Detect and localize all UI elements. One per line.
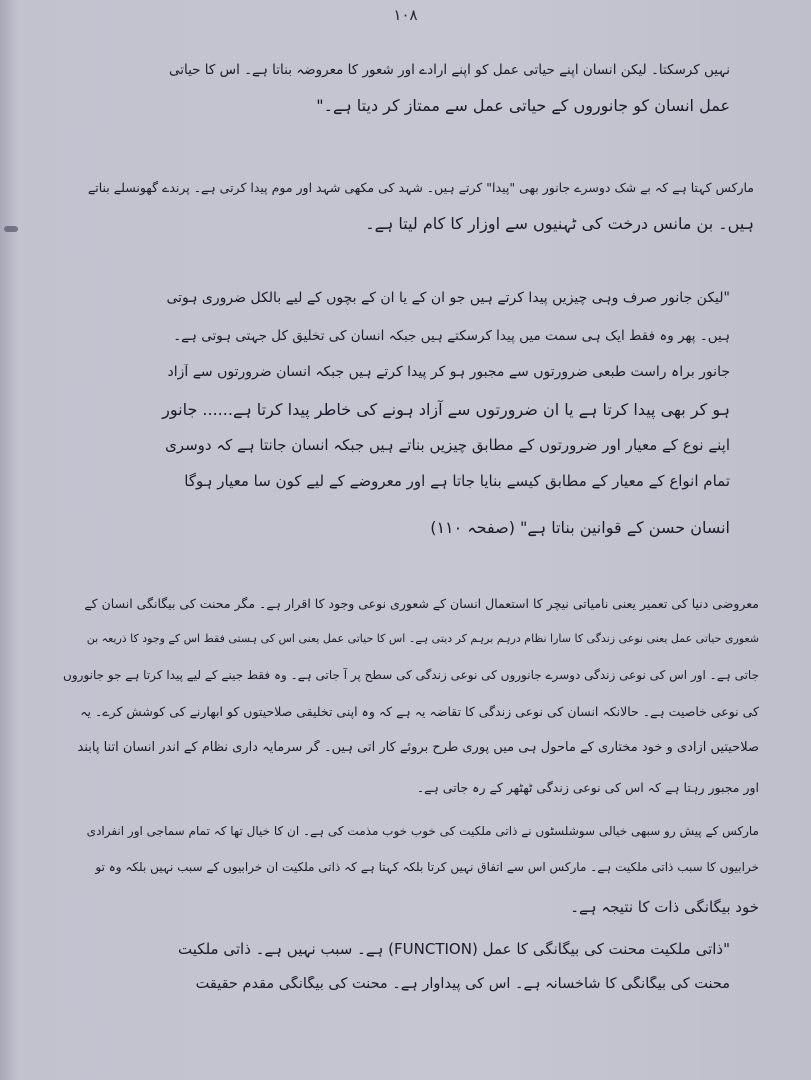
text-line: معروضی دنیا کی تعمیر یعنی نامیاتی نیچر کا استعمال انسان کے شعوری نوعی وجود کا اقرار ہے۔ مگر محنت کی بیگانگی انسان کے — [84, 596, 759, 611]
text-line: جاتی ہے۔ اور اس کی نوعی زندگی دوسرے جانوروں کی نوعی زندگی کی سطح پر آ جاتی ہے۔ وہ فقط جینے کے لیے پیدا کرتا ہے جو جانوروں — [63, 668, 759, 682]
text-line: ہو کر بھی پیدا کرتا ہے یا ان ضرورتوں سے آزاد ہونے کی خاطر پیدا کرتا ہے...... جانور — [162, 400, 730, 419]
text-line: مارکس کہتا ہے کہ بے شک دوسرے جانور بھی "پیدا" کرتے ہیں۔ شہد کی مکھی شہد اور موم پیدا کرتی ہے۔ پرندے گھونسلے بناتے — [87, 180, 754, 195]
text-line: خود بیگانگی ذات کا نتیجہ ہے۔ — [570, 898, 759, 916]
text-line: انسان حسن کے قوانین بناتا ہے" (صفحہ ١١٠) — [430, 518, 730, 537]
text-line: خرابیوں کا سبب ذاتی ملکیت ہے۔ مارکس اس سے اتفاق نہیں کرتا بلکہ کہتا ہے کہ ذاتی ملکیت ان خرابیوں کے سبب نہیں بلکہ وہ تو — [95, 860, 759, 874]
text-line: عمل انسان کو جانوروں کے حیاتی عمل سے ممتاز کر دیتا ہے۔" — [316, 96, 730, 115]
text-line: صلاحیتیں آزادی و خود مختاری کے ماحول ہی میں پوری طرح بروئے کار آتی ہیں۔ گر سرمایہ داری نظام کے اندر انسان اتنا پابند — [77, 740, 759, 755]
text-line: شعوری حیاتی عمل یعنی نوعی زندگی کا سارا نظام درہم برہم کر دیتی ہے۔ اس کا حیاتی عمل یعنی اس کی ہستی فقط اس کے وجود کا ذریعہ بن — [86, 632, 759, 645]
text-line: جانور براہ راست طبعی ضرورتوں سے مجبور ہو کر پیدا کرتے ہیں جبکہ انسان ضرورتوں سے آزاد — [167, 364, 730, 380]
binding-mark — [4, 226, 18, 232]
text-line: "ذاتی ملکیت محنت کی بیگانگی کا عمل (FUNCTION) ہے۔ سبب نہیں ہے۔ ذاتی ملکیت — [178, 940, 730, 958]
text-line: محنت کی بیگانگی کا شاخسانہ ہے۔ اس کی پیداوار ہے۔ محنت کی بیگانگی مقدم حقیقت — [195, 976, 730, 992]
text-line: "لیکن جانور صرف وہی چیزیں پیدا کرتے ہیں جو ان کے یا ان کے بچوں کے لیے بالکل ضروری ہوتی — [166, 290, 730, 306]
page-number: ١٠٨ — [393, 6, 418, 24]
text-line: نہیں کرسکتا۔ لیکن انسان اپنے حیاتی عمل کو اپنے ارادے اور شعور کا معروضہ بناتا ہے۔ اس کا حیاتی — [168, 62, 730, 78]
text-line: تمام انواع کے معیار کے مطابق کیسے بنایا جاتا ہے اور معروضے کے لیے کون سا معیار ہوگا — [184, 472, 730, 490]
text-line: ہیں۔ بن مانس درخت کی ٹہنیوں سے اوزار کا کام لیتا ہے۔ — [365, 214, 754, 233]
text-line: کی نوعی خاصیت ہے۔ حالانکہ انسان کی نوعی زندگی کا تقاضہ یہ ہے کہ وہ اپنی تخلیقی صلاحیتوں کو ابھارنے کی کوشش کرے۔ یہ — [80, 704, 759, 719]
text-line: مارکس کے پیش رو سبھی خیالی سوشلسٹوں نے ذاتی ملکیت کی خوب خوب مذمت کی ہے۔ ان کا خیال تھا کہ تمام سماجی اور انفرادی — [86, 824, 759, 838]
text-line: ہیں۔ پھر وہ فقط ایک ہی سمت میں پیدا کرسکتے ہیں جبکہ انسان کی تخلیق کل جہتی ہوتی ہے۔ — [173, 328, 730, 344]
text-line: اپنے نوع کے معیار اور ضرورتوں کے مطابق چیزیں بناتے ہیں جبکہ انسان جانتا ہے کہ دوسری — [165, 436, 730, 454]
text-line: اور مجبور رہتا ہے کہ اس کی نوعی زندگی ٹھٹھر کے رہ جاتی ہے۔ — [416, 780, 759, 795]
